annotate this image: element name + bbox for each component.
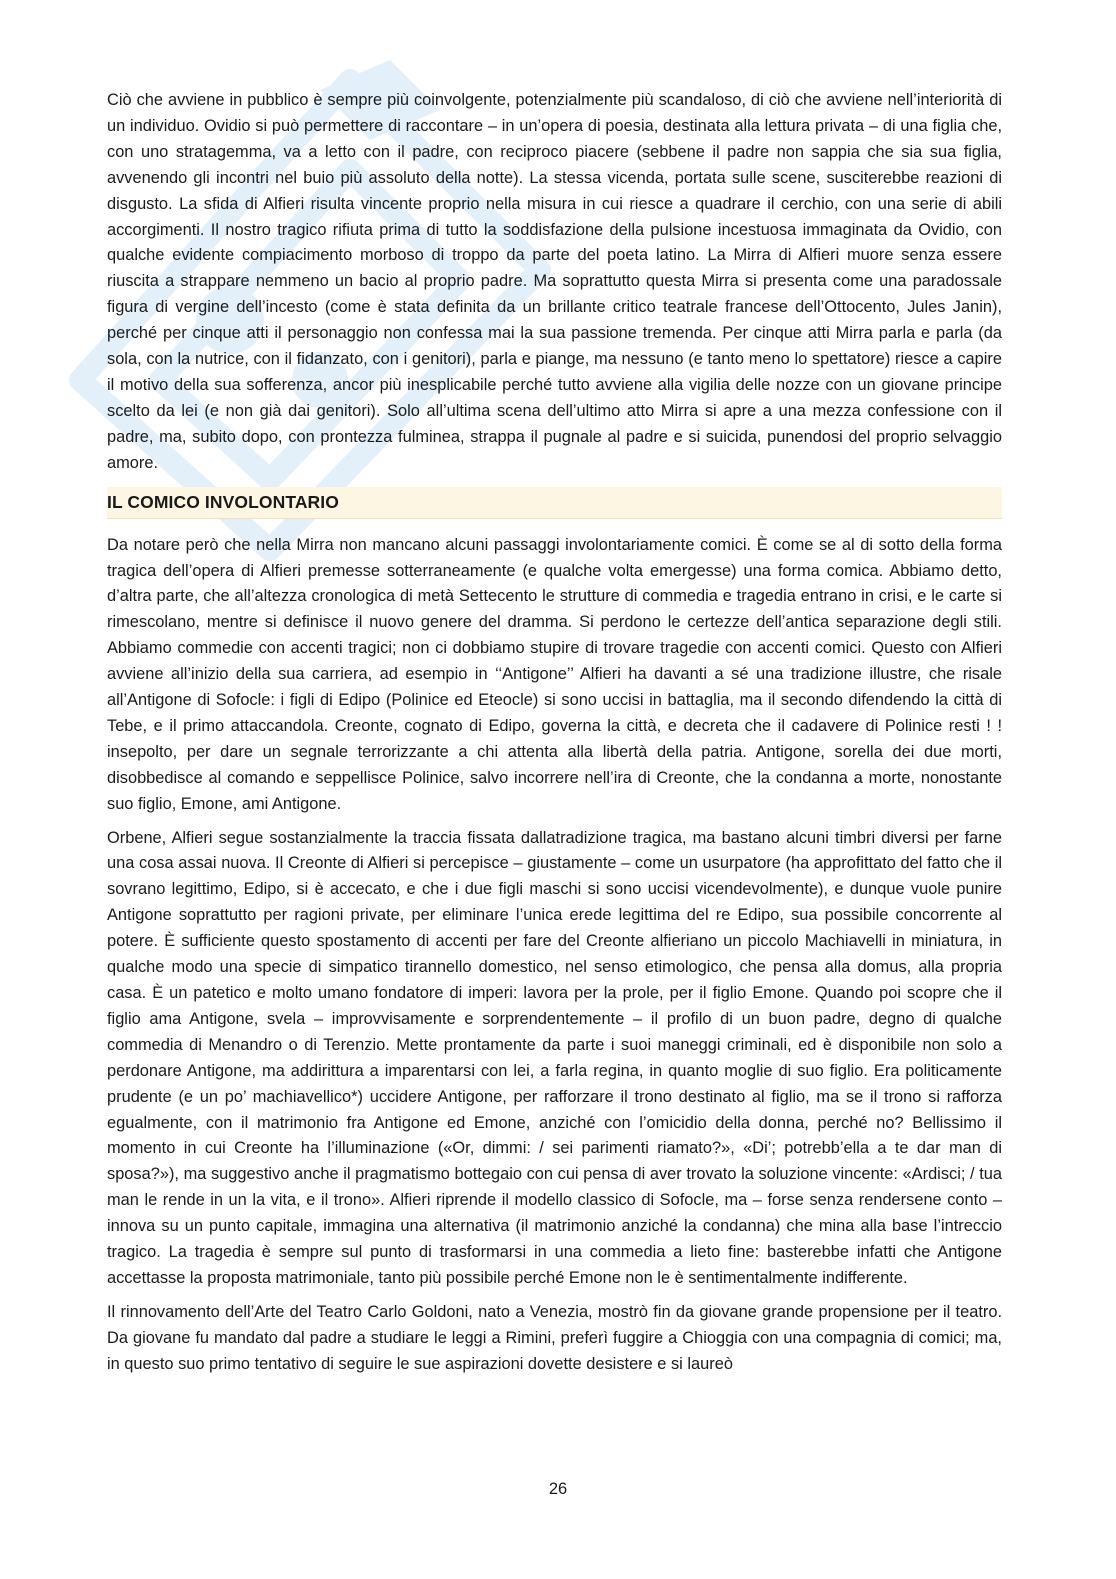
section-heading: IL COMICO INVOLONTARIO <box>107 487 1002 519</box>
document-body <box>107 88 1002 1386</box>
paragraph-creonte: Orbene, Alfieri segue sostanzialmente la traccia fissata dallatradizione tragica, ma bastano alcuni timbri diversi per farne una cosa assai nuova. Il Creonte di Alfieri si percepisce – giustamente – come un usurpatore (ha approfittato del fatto che il sovrano legittimo, Edipo, si è accecato, e che i due figli maschi si sono uccisi vicendevolmente), e dunque vuole punire Antigone soprattutto per ragioni private, per eliminare l’unica erede legittima del re Edipo, sua possibile concorrente al potere. È sufficiente questo spostamento di accenti per fare del Creonte alfieriano un piccolo Machiavelli in miniatura, in qualche modo una specie di simpatico tirannello domestico, nel senso etimologico, che pensa alla domus, alla propria casa. È un patetico e molto umano fondatore di imperi: lavora per la prole, per il figlio Emone. Quando poi scopre che il figlio ama Antigone, svela – improvvisamente e sorprendentemente – il profilo di un buon padre, degno di qualche commedia di Menandro o di Terenzio. Mette prontamente da parte i suoi maneggi criminali, ed è disponibile non solo a perdonare Antigone, ma addirittura a imparentarsi con lei, a farla regina, in quanto moglie di suo figlio. Era politicamente prudente (e un po’ machiavellico*) uccidere Antigone, per rafforzare il trono destinato al figlio, ma se il trono si rafforza egualmente, con il matrimonio fra Antigone ed Emone, anziché con l’omicidio della donna, perché no? Bellissimo il momento in cui Creonte ha l’illuminazione («Or, dimmi: / sei parimenti riamato?», «Di’; potrebb’ella a te dar man di sposa?»), ma suggestivo anche il pragmatismo bottegaio con cui pensa di aver trovato la soluzione vincente: «Ardisci; / tua man le rende in un la vita, e il trono». Alfieri riprende il modello classico di Sofocle, ma – forse senza rendersene conto – innova su un punto capitale, immagina una alternativa (il matrimonio anziché la condanna) che mina alla base l’intreccio tragico. La tragedia è sempre sul punto di trasformarsi in una commedia a lieto fine: basterebbe infatti che Antigone accettasse la proposta matrimoniale, tanto più possibile perché Emone non le è sentimentalmente indifferente. <box>107 828 1002 1287</box>
paragraph-mirra: Ciò che avviene in pubblico è sempre più coinvolgente, potenzialmente più scandaloso, di ciò che avviene nell’interiorità di un individuo. Ovidio si può permettere di raccontare – in un’opera di poesia, destinata alla lettura privata – di una figlia che, con uno stratagemma, va a letto con il padre, con reciproco piacere (sebbene il padre non sappia che sia sua figlia, avvenendo gli incontri nel buio più assoluto della notte). La stessa vicenda, portata sulle scene, susciterebbe reazioni di disgusto. La sfida di Alfieri risulta vincente proprio nella misura in cui riesce a quadrare il cerchio, con una serie di abili accorgimenti. Il nostro tragico rifiuta prima di tutto la soddisfazione della pulsione incestuosa immaginata da Ovidio, con qualche evidente compiacimento morboso di troppo da parte del poeta latino. La Mirra di Alfieri muore senza essere riuscita a strappare nemmeno un bacio al proprio padre. Ma soprattutto questa Mirra si presenta come una paradossale figura di vergine dell’incesto (come è stata definita da un brillante critico teatrale francese dell’Ottocento, Jules Janin), perché per cinque atti il personaggio non confessa mai la sua passione tremenda. Per cinque atti Mirra parla e parla (da sola, con la nutrice, con il fidanzato, con i genitori), parla e piange, ma nessuno (e tanto meno lo spettatore) riesce a capire il motivo della sua sofferenza, ancor più inesplicabile perché tutto avviene alla vigilia delle nozze con un giovane principe scelto da lei (e non già dai genitori). Solo all’ultima scena dell’ultimo atto Mirra si apre a una mezza confessione con il padre, ma, subito dopo, con prontezza fulminea, strappa il pugnale al padre e si suicida, punendosi del proprio selvaggio amore. <box>107 91 1002 472</box>
paragraph-comico-involontario: Da notare però che nella Mirra non mancano alcuni passaggi involontariamente comici. È come se al di sotto della forma tragica dell’opera di Alfieri premesse sotterraneamente (e qualche volta emergesse) una forma comica. Abbiamo detto, d’altra parte, che all’altezza cronologica di metà Settecento le strutture di commedia e tragedia entrano in crisi, e le carte si rimescolano, mentre si definisce il nuovo genere del dramma. Si perdono le certezze dell’antica separazione degli stili. Abbiamo commedie con accenti tragici; non ci dobbiamo stupire di trovare tragedie con accenti comici. Questo con Alfieri avviene all’inizio della sua carriera, ad esempio in ‘‘Antigone’’ Alfieri ha davanti a sé una tradizione illustre, che risale all’Antigone di Sofocle: i figli di Edipo (Polinice ed Eteocle) si sono uccisi in battaglia, ma il secondo difendendo la città di Tebe, e il primo attaccandola. Creonte, cognato di Edipo, governa la città, e decreta che il cadavere di Polinice resti ! ! insepolto, per dare un segnale terrorizzante a chi attenta alla libertà della patria. Antigone, sorella dei due morti, disobbedisce al comando e seppellisce Polinice, salvo incorrere nell’ira di Creonte, che la condanna a morte, nonostante suo figlio, Emone, ami Antigone. <box>107 535 1002 813</box>
page-number: 26 <box>548 1480 568 1498</box>
paragraph-goldoni: Il rinnovamento dell’Arte del Teatro Carlo Goldoni, nato a Venezia, mostrò fin da giovane grande propensione per il teatro. Da giovane fu mandato dal padre a studiare le leggi a Rimini, preferì fuggire a Chioggia con una compagnia di comici; ma, in questo suo primo tentativo di seguire le sue aspirazioni dovette desistere e si laureò <box>107 1302 1002 1373</box>
